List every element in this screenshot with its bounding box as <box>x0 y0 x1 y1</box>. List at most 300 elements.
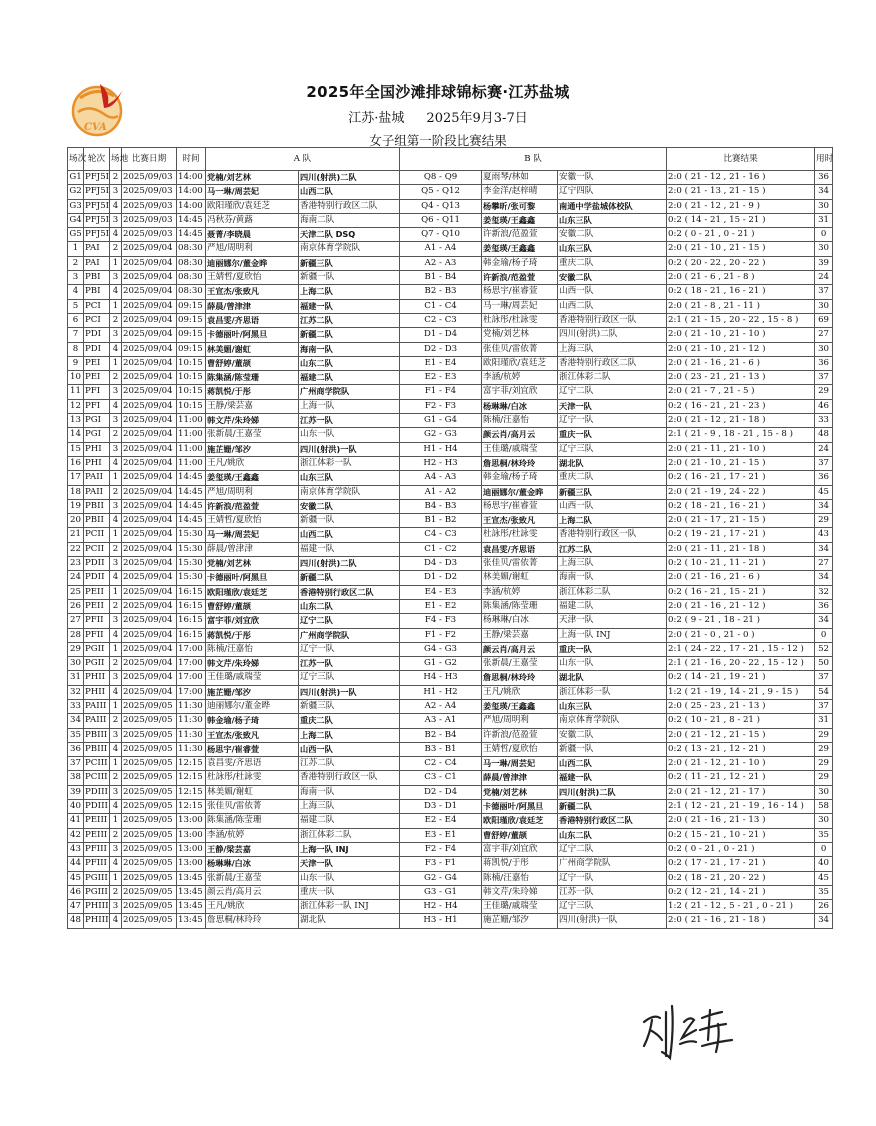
cell-field: 28 <box>68 628 84 642</box>
cell-round: PFII <box>84 614 110 628</box>
cell-duration: 45 <box>815 871 833 885</box>
cell-matchup: E1 - E2 <box>400 599 482 613</box>
cell-team-a-players: 曹舒婷/董颉 <box>206 599 299 613</box>
cell-team-b-name: 上海二队 <box>558 514 667 528</box>
cell-team-b-players: 许新浪/范盈萱 <box>482 728 558 742</box>
cell-field: 21 <box>68 528 84 542</box>
cell-duration: 45 <box>815 485 833 499</box>
cell-team-b-players: 富宇菲/刘宜欣 <box>482 385 558 399</box>
cell-team-a-name: 南京体育学院队 <box>299 485 400 499</box>
table-row <box>68 342 833 356</box>
cell-team-b-name: 广州商学院队 <box>558 857 667 871</box>
cell-team-a-name: 山西二队 <box>299 528 400 542</box>
cell-court: 3 <box>110 900 122 914</box>
cell-team-a-players: 卡德丽叶/阿黑旦 <box>206 328 299 342</box>
cell-field: 9 <box>68 356 84 370</box>
table-row <box>68 914 833 928</box>
cell-court: 2 <box>110 171 122 185</box>
cell-result: 1:2 ( 21 - 12 , 5 - 21 , 0 - 21 ) <box>667 900 815 914</box>
cell-team-b-players: 施芷姗/邹汐 <box>482 914 558 928</box>
cell-team-a-players: 许新浪/范盈萱 <box>206 499 299 513</box>
cell-court: 4 <box>110 342 122 356</box>
cell-court: 3 <box>110 842 122 856</box>
cell-team-b-players: 党楠/刘艺林 <box>482 785 558 799</box>
page-title: 2025年全国沙滩排球锦标赛·江苏盐城 <box>306 83 570 101</box>
subtitle <box>0 107 876 126</box>
cell-duration: 0 <box>815 628 833 642</box>
cell-result: 2:1 ( 21 - 15 , 20 - 22 , 15 - 8 ) <box>667 313 815 327</box>
cell-round: PGIII <box>84 871 110 885</box>
cell-team-a-players: 迪丽娜尔/董金晔 <box>206 699 299 713</box>
cell-team-a-players: 严旭/周明利 <box>206 242 299 256</box>
cell-date: 2025/09/05 <box>122 885 177 899</box>
cell-team-a-players: 韩文芹/朱玲娣 <box>206 657 299 671</box>
cell-court: 4 <box>110 685 122 699</box>
cell-team-b-players: 蒋凯悦/于彤 <box>482 857 558 871</box>
cell-team-b-players: 李金洋/赵梓晴 <box>482 185 558 199</box>
cell-field: 40 <box>68 800 84 814</box>
col-duration: 用时 <box>815 148 833 171</box>
cell-duration: 36 <box>815 599 833 613</box>
cell-court: 3 <box>110 614 122 628</box>
col-time: 时间 <box>177 148 206 171</box>
cell-team-b-name: 山西二队 <box>558 299 667 313</box>
cell-team-b-name: 辽宁一队 <box>558 871 667 885</box>
cell-round: PBIII <box>84 728 110 742</box>
cell-team-b-name: 浙江体彩二队 <box>558 371 667 385</box>
cell-duration: 29 <box>815 757 833 771</box>
cell-team-a-name: 四川(射洪)二队 <box>299 171 400 185</box>
cell-matchup: Q7 - Q10 <box>400 228 482 242</box>
cell-result: 2:0 ( 21 - 12 , 21 - 18 ) <box>667 414 815 428</box>
cell-round: PGI <box>84 414 110 428</box>
cell-court: 4 <box>110 399 122 413</box>
cell-round: PFJ5I <box>84 185 110 199</box>
cell-team-b-name: 辽宁一队 <box>558 414 667 428</box>
cell-field: 16 <box>68 456 84 470</box>
table-row <box>68 271 833 285</box>
cell-result: 2:0 ( 23 - 21 , 21 - 13 ) <box>667 371 815 385</box>
cell-team-a-name: 浙江体彩一队 INJ <box>299 900 400 914</box>
cell-duration: 31 <box>815 714 833 728</box>
cell-team-b-name: 江苏一队 <box>558 885 667 899</box>
cell-date: 2025/09/04 <box>122 428 177 442</box>
cell-date: 2025/09/05 <box>122 800 177 814</box>
cell-result: 1:2 ( 21 - 19 , 14 - 21 , 9 - 15 ) <box>667 685 815 699</box>
cell-field: 33 <box>68 699 84 713</box>
cell-time: 14:45 <box>177 485 206 499</box>
cell-duration: 27 <box>815 557 833 571</box>
cell-team-b-name: 南通中学盐城体校队 <box>558 199 667 213</box>
cell-time: 13:45 <box>177 914 206 928</box>
cell-field: 18 <box>68 485 84 499</box>
cell-team-b-players: 严旭/周明利 <box>482 714 558 728</box>
cell-team-a-players: 姜玺瑛/王鑫鑫 <box>206 471 299 485</box>
cell-date: 2025/09/04 <box>122 514 177 528</box>
cell-date: 2025/09/04 <box>122 657 177 671</box>
cell-round: PCIII <box>84 757 110 771</box>
cell-round: PCII <box>84 542 110 556</box>
cell-court: 1 <box>110 299 122 313</box>
cell-matchup: Q4 - Q13 <box>400 199 482 213</box>
cell-duration: 30 <box>815 342 833 356</box>
cell-date: 2025/09/04 <box>122 642 177 656</box>
cell-matchup: G2 - G4 <box>400 871 482 885</box>
cell-round: PBIII <box>84 742 110 756</box>
cell-date: 2025/09/04 <box>122 614 177 628</box>
table-row <box>68 857 833 871</box>
cell-team-b-players: 张佳贝/雷依菁 <box>482 342 558 356</box>
cell-matchup: D2 - D3 <box>400 342 482 356</box>
cell-matchup: Q6 - Q11 <box>400 213 482 227</box>
cell-duration: 24 <box>815 271 833 285</box>
cell-team-a-players: 王凡/姚欣 <box>206 456 299 470</box>
cell-duration: 36 <box>815 471 833 485</box>
cell-time: 13:00 <box>177 842 206 856</box>
cell-field: 13 <box>68 414 84 428</box>
cell-date: 2025/09/03 <box>122 213 177 227</box>
cell-result: 2:0 ( 21 - 16 , 21 - 18 ) <box>667 914 815 928</box>
cell-date: 2025/09/03 <box>122 228 177 242</box>
cell-team-a-players: 聂菁/李晓晨 <box>206 228 299 242</box>
cell-team-b-name: 海南一队 <box>558 571 667 585</box>
table-row <box>68 785 833 799</box>
cell-team-b-players: 王佳璐/戚瑞莹 <box>482 900 558 914</box>
results-table <box>67 147 833 929</box>
cell-court: 2 <box>110 714 122 728</box>
cell-duration: 30 <box>815 199 833 213</box>
cell-matchup: A1 - A4 <box>400 242 482 256</box>
cell-matchup: B4 - B3 <box>400 499 482 513</box>
cell-duration: 30 <box>815 242 833 256</box>
cell-matchup: C4 - C3 <box>400 528 482 542</box>
cell-date: 2025/09/03 <box>122 185 177 199</box>
cell-matchup: G2 - G3 <box>400 428 482 442</box>
cell-duration: 29 <box>815 771 833 785</box>
cell-team-b-name: 南京体育学院队 <box>558 714 667 728</box>
cell-team-b-players: 杜詠彤/杜詠雯 <box>482 528 558 542</box>
cell-round: PFIII <box>84 842 110 856</box>
cell-matchup: E3 - E1 <box>400 828 482 842</box>
cell-time: 11:30 <box>177 728 206 742</box>
cell-court: 2 <box>110 542 122 556</box>
cell-time: 10:15 <box>177 385 206 399</box>
cell-date: 2025/09/04 <box>122 414 177 428</box>
cell-court: 4 <box>110 800 122 814</box>
cell-result: 2:0 ( 21 - 10 , 21 - 15 ) <box>667 456 815 470</box>
table-row <box>68 557 833 571</box>
cell-team-a-name: 山东一队 <box>299 871 400 885</box>
cell-matchup: A3 - A1 <box>400 714 482 728</box>
cell-team-b-name: 福建一队 <box>558 771 667 785</box>
cell-team-b-players: 陈楠/汪嘉怡 <box>482 414 558 428</box>
table-row <box>68 757 833 771</box>
cell-team-a-players: 蒋凯悦/于彤 <box>206 628 299 642</box>
cell-field: 25 <box>68 585 84 599</box>
cell-court: 4 <box>110 456 122 470</box>
cell-duration: 37 <box>815 285 833 299</box>
cell-team-b-players: 陈集涵/陈莹珊 <box>482 599 558 613</box>
cell-round: PHIII <box>84 900 110 914</box>
table-row <box>68 671 833 685</box>
table-row <box>68 628 833 642</box>
cell-result: 0:2 ( 16 - 21 , 17 - 21 ) <box>667 471 815 485</box>
cell-field: 30 <box>68 657 84 671</box>
cell-team-a-players: 李涵/杭婷 <box>206 828 299 842</box>
cell-court: 1 <box>110 471 122 485</box>
cell-result: 2:0 ( 21 - 10 , 21 - 10 ) <box>667 328 815 342</box>
cell-team-b-players: 詹思桐/林玲玲 <box>482 456 558 470</box>
cell-time: 15:30 <box>177 528 206 542</box>
cell-team-b-players: 曹舒婷/董颉 <box>482 828 558 842</box>
cell-matchup: D2 - D4 <box>400 785 482 799</box>
cell-team-b-name: 浙江体彩二队 <box>558 585 667 599</box>
table-row <box>68 371 833 385</box>
cell-team-b-name: 重庆一队 <box>558 642 667 656</box>
cell-round: PEII <box>84 599 110 613</box>
cell-field: 2 <box>68 256 84 270</box>
cell-matchup: A2 - A3 <box>400 256 482 270</box>
cell-team-b-name: 四川(射洪)二队 <box>558 785 667 799</box>
cell-matchup: C2 - C3 <box>400 313 482 327</box>
cell-team-a-name: 广州商学院队 <box>299 385 400 399</box>
table-row <box>68 414 833 428</box>
cell-time: 13:00 <box>177 828 206 842</box>
cell-date: 2025/09/03 <box>122 171 177 185</box>
cell-field: 47 <box>68 900 84 914</box>
cell-result: 0:2 ( 14 - 21 , 15 - 21 ) <box>667 213 815 227</box>
cell-team-b-name: 浙江体彩一队 <box>558 685 667 699</box>
cell-round: PHI <box>84 442 110 456</box>
cell-time: 11:00 <box>177 442 206 456</box>
cell-team-a-name: 福建一队 <box>299 542 400 556</box>
cell-date: 2025/09/05 <box>122 857 177 871</box>
cell-court: 3 <box>110 557 122 571</box>
cell-field: 5 <box>68 299 84 313</box>
cell-team-b-players: 王婧哲/夏欣怡 <box>482 742 558 756</box>
cell-matchup: D1 - D2 <box>400 571 482 585</box>
cell-field: G4 <box>68 213 84 227</box>
table-header-row <box>68 148 833 171</box>
cell-date: 2025/09/04 <box>122 542 177 556</box>
cell-team-a-name: 江苏二队 <box>299 313 400 327</box>
cell-team-a-name: 上海三队 <box>299 800 400 814</box>
cell-duration: 30 <box>815 785 833 799</box>
cell-field: 29 <box>68 642 84 656</box>
cell-matchup: A4 - A3 <box>400 471 482 485</box>
cell-team-a-players: 卡德丽叶/阿黑旦 <box>206 571 299 585</box>
cell-time: 17:00 <box>177 671 206 685</box>
cell-team-a-players: 王宣杰/张致凡 <box>206 285 299 299</box>
cell-team-b-name: 江苏二队 <box>558 542 667 556</box>
cell-team-a-name: 上海二队 <box>299 728 400 742</box>
cell-duration: 50 <box>815 657 833 671</box>
cell-round: PEII <box>84 585 110 599</box>
cell-team-b-name: 上海三队 <box>558 557 667 571</box>
cell-round: PGII <box>84 657 110 671</box>
cell-time: 14:45 <box>177 213 206 227</box>
cell-date: 2025/09/04 <box>122 385 177 399</box>
cell-team-b-players: 欧阳瑾欣/袁廷芝 <box>482 814 558 828</box>
cell-court: 4 <box>110 742 122 756</box>
cell-result: 2:0 ( 21 - 16 , 21 - 6 ) <box>667 571 815 585</box>
cell-result: 2:1 ( 21 - 16 , 20 - 22 , 15 - 12 ) <box>667 657 815 671</box>
cell-time: 12:15 <box>177 800 206 814</box>
cell-duration: 37 <box>815 671 833 685</box>
cell-team-a-players: 施芷姗/邹汐 <box>206 442 299 456</box>
table-row <box>68 299 833 313</box>
cell-team-a-name: 山东二队 <box>299 356 400 370</box>
cell-result: 2:0 ( 21 - 7 , 21 - 5 ) <box>667 385 815 399</box>
cell-result: 2:0 ( 21 - 6 , 21 - 8 ) <box>667 271 815 285</box>
cell-team-b-name: 新疆二队 <box>558 800 667 814</box>
cell-field: 42 <box>68 828 84 842</box>
col-round: 轮次 <box>84 148 110 171</box>
cell-matchup: D1 - D4 <box>400 328 482 342</box>
cell-matchup: Q8 - Q9 <box>400 171 482 185</box>
cell-team-a-name: 新疆二队 <box>299 571 400 585</box>
cell-team-a-players: 王婧哲/夏欣怡 <box>206 514 299 528</box>
cell-team-b-name: 香港特别行政区二队 <box>558 814 667 828</box>
cell-team-a-players: 冯秋芬/黄蕗 <box>206 213 299 227</box>
cell-round: PAIII <box>84 714 110 728</box>
table-row <box>68 471 833 485</box>
cell-result: 0:2 ( 18 - 21 , 20 - 22 ) <box>667 871 815 885</box>
cell-matchup: F1 - F4 <box>400 385 482 399</box>
cell-court: 2 <box>110 771 122 785</box>
cell-date: 2025/09/04 <box>122 371 177 385</box>
cell-date: 2025/09/05 <box>122 699 177 713</box>
cell-duration: 34 <box>815 914 833 928</box>
cell-result: 0:2 ( 19 - 21 , 17 - 21 ) <box>667 528 815 542</box>
cell-result: 0:2 ( 15 - 21 , 10 - 21 ) <box>667 828 815 842</box>
cell-result: 0:2 ( 18 - 21 , 16 - 21 ) <box>667 285 815 299</box>
table-row <box>68 385 833 399</box>
cell-team-b-name: 辽宁三队 <box>558 442 667 456</box>
cell-matchup: E2 - E4 <box>400 814 482 828</box>
cell-team-b-players: 薛晨/曾津津 <box>482 771 558 785</box>
cell-result: 0:2 ( 16 - 21 , 21 - 23 ) <box>667 399 815 413</box>
col-field: 场次 <box>68 148 84 171</box>
cell-matchup: Q5 - Q12 <box>400 185 482 199</box>
cell-team-b-players: 李涵/杭婷 <box>482 371 558 385</box>
cell-field: 7 <box>68 328 84 342</box>
cell-matchup: E4 - E3 <box>400 585 482 599</box>
cell-team-b-players: 韩金瑜/杨子琦 <box>482 256 558 270</box>
cell-time: 14:00 <box>177 185 206 199</box>
cell-team-b-players: 韩金瑜/杨子琦 <box>482 471 558 485</box>
cell-round: PGIII <box>84 885 110 899</box>
cell-field: 3 <box>68 271 84 285</box>
table-row <box>68 571 833 585</box>
cell-team-a-name: 广州商学院队 <box>299 628 400 642</box>
cell-team-a-name: 浙江体彩二队 <box>299 828 400 842</box>
col-date: 比赛日期 <box>122 148 177 171</box>
cell-time: 09:15 <box>177 328 206 342</box>
cell-team-a-name: 上海一队 <box>299 399 400 413</box>
cell-court: 2 <box>110 313 122 327</box>
cell-team-a-players: 薛晨/曾津津 <box>206 542 299 556</box>
cell-field: 24 <box>68 571 84 585</box>
cell-team-b-name: 山西一队 <box>558 285 667 299</box>
cell-date: 2025/09/05 <box>122 714 177 728</box>
cell-time: 11:30 <box>177 742 206 756</box>
cell-team-a-players: 王静/梁芸嘉 <box>206 399 299 413</box>
cell-round: PAII <box>84 471 110 485</box>
cell-duration: 27 <box>815 328 833 342</box>
cell-team-a-name: 天津二队 DSQ <box>299 228 400 242</box>
cell-team-b-name: 湖北队 <box>558 671 667 685</box>
table-row <box>68 313 833 327</box>
cell-matchup: B3 - B1 <box>400 742 482 756</box>
cell-team-b-players: 王凡/姚欣 <box>482 685 558 699</box>
cell-team-b-name: 山东三队 <box>558 213 667 227</box>
cell-time: 14:45 <box>177 471 206 485</box>
location: 江苏·盐城 <box>348 111 405 126</box>
cell-team-a-name: 南京体育学院队 <box>299 242 400 256</box>
cell-team-a-players: 王凡/姚欣 <box>206 900 299 914</box>
cell-team-b-name: 重庆二队 <box>558 256 667 270</box>
cell-date: 2025/09/05 <box>122 842 177 856</box>
cell-team-a-name: 海南一队 <box>299 785 400 799</box>
cell-time: 14:00 <box>177 199 206 213</box>
cell-result: 2:0 ( 21 - 16 , 21 - 13 ) <box>667 814 815 828</box>
cell-round: PBI <box>84 285 110 299</box>
cell-matchup: G1 - G2 <box>400 657 482 671</box>
cell-matchup: G4 - G3 <box>400 642 482 656</box>
cell-team-a-name: 安徽二队 <box>299 499 400 513</box>
cell-time: 16:15 <box>177 628 206 642</box>
cell-field: 37 <box>68 757 84 771</box>
cell-date: 2025/09/04 <box>122 256 177 270</box>
cell-date: 2025/09/04 <box>122 299 177 313</box>
cell-round: PAII <box>84 485 110 499</box>
cell-team-a-name: 江苏一队 <box>299 414 400 428</box>
cell-team-b-name: 香港特别行政区一队 <box>558 528 667 542</box>
cell-field: 12 <box>68 399 84 413</box>
cell-duration: 35 <box>815 828 833 842</box>
cell-field: 35 <box>68 728 84 742</box>
cell-result: 2:0 ( 21 - 12 , 21 - 10 ) <box>667 757 815 771</box>
cell-team-a-players: 蒋凯悦/于彤 <box>206 385 299 399</box>
cell-duration: 37 <box>815 699 833 713</box>
cell-round: PGI <box>84 428 110 442</box>
col-team-a: A 队 <box>206 148 400 171</box>
cell-result: 2:0 ( 21 - 8 , 21 - 11 ) <box>667 299 815 313</box>
cell-time: 08:30 <box>177 285 206 299</box>
cell-result: 0:2 ( 9 - 21 , 18 - 21 ) <box>667 614 815 628</box>
cell-team-a-name: 新疆二队 <box>299 328 400 342</box>
cell-team-a-players: 韩文芹/朱玲娣 <box>206 414 299 428</box>
cell-time: 16:15 <box>177 614 206 628</box>
table-row <box>68 800 833 814</box>
cell-time: 14:00 <box>177 171 206 185</box>
cell-court: 1 <box>110 528 122 542</box>
cell-duration: 40 <box>815 857 833 871</box>
cell-matchup: B1 - B4 <box>400 271 482 285</box>
cell-matchup: E1 - E4 <box>400 356 482 370</box>
cell-time: 11:00 <box>177 428 206 442</box>
cell-round: PCI <box>84 299 110 313</box>
table-row <box>68 199 833 213</box>
cell-team-b-name: 辽宁三队 <box>558 900 667 914</box>
cell-matchup: A2 - A4 <box>400 699 482 713</box>
cell-team-b-name: 安徽二队 <box>558 728 667 742</box>
cell-result: 0:2 ( 10 - 21 , 8 - 21 ) <box>667 714 815 728</box>
cell-team-b-players: 欧阳瑾欣/袁廷芝 <box>482 356 558 370</box>
cell-team-a-name: 上海二队 <box>299 285 400 299</box>
cell-team-a-players: 张新晨/王嘉莹 <box>206 428 299 442</box>
